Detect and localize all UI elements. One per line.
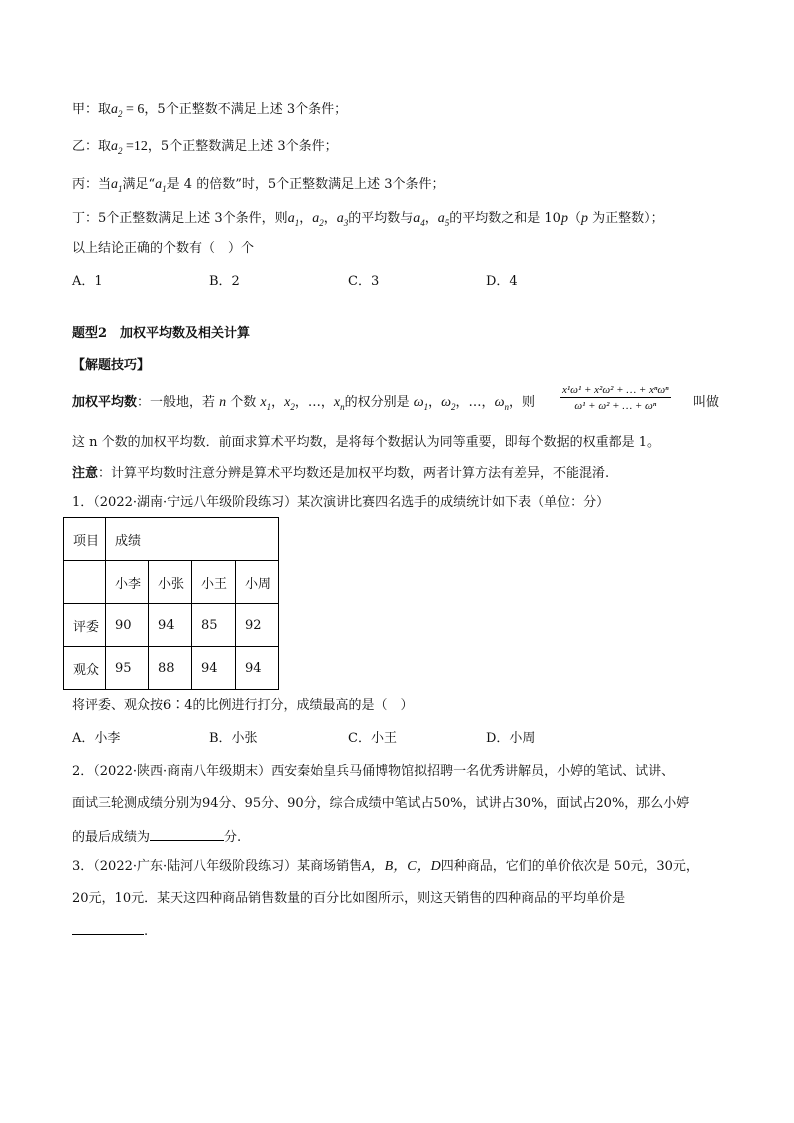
table-row (64, 647, 279, 690)
math-a2: $a_2$ (111, 139, 123, 156)
name-cell: 小王 (192, 561, 236, 604)
math-x1: $x_1$ (260, 395, 272, 412)
answer-blank[interactable] (72, 920, 144, 935)
definition-line2: 这 n 个数的加权平均数．前面求算术平均数，是将每个数据认为同等重要，即每个数据的权重都是 1。 (72, 435, 661, 450)
statement-ding: 丁：5个正整数满足上述 3个条件，则$a_1$，$a_2$，$a_3$的平均数与$a_4$，$a_5$的平均数之和是 10p（p 为正整数）； (72, 211, 664, 228)
math-w1: $\omega_1$ (413, 395, 429, 412)
section-title: 题型2 加权平均数及相关计算 (72, 326, 251, 341)
math-a1: $a_1$ (287, 211, 300, 228)
question-text: 以上结论正确的个数有（ ）个 (72, 241, 255, 256)
header-score: 成绩 (106, 518, 279, 561)
header-item: 项目 (64, 518, 106, 561)
q2-line3: 的最后成绩为 分. (72, 826, 241, 847)
score-cell: 94 (192, 647, 236, 690)
score-table (63, 517, 279, 690)
weighted-mean-formula (560, 384, 671, 412)
option-a[interactable]: A．1 (72, 274, 103, 289)
formula-numerator: x¹ω¹ + x²ω² + … + xⁿωⁿ (562, 384, 669, 396)
q3-line3: . (72, 920, 148, 941)
statement-bing: 丙：当$a_1$满足“$a_1$是 4 的倍数”时，5个正整数满足上述 3个条件； (72, 177, 445, 194)
math-a4: $a_4$ (413, 211, 425, 228)
score-cell: 94 (149, 604, 192, 647)
score-cell: 90 (106, 604, 149, 647)
q1-option-d[interactable]: D．小周 (486, 731, 536, 746)
row-label: 评委 (64, 604, 106, 647)
statement-jia: 甲：取$a_2 = 6$，5个正整数不满足上述 3个条件； (72, 102, 348, 119)
row-label: 观众 (64, 647, 106, 690)
math-x2: $x_2$ (284, 395, 295, 412)
q1-option-a[interactable]: A．小李 (72, 731, 121, 746)
math-w2: $\omega_2$ (441, 395, 456, 412)
name-cell: 小李 (106, 561, 149, 604)
answer-blank[interactable] (150, 826, 224, 841)
q2-line2: 面试三轮测成绩分别为94分、95分、90分，综合成绩中笔试占50%，试讲占30%，面试占20%，那么小婷 (72, 796, 690, 811)
table-row (64, 604, 279, 647)
option-c[interactable]: C．3 (348, 274, 380, 289)
math-xn: $x_n$ (333, 395, 345, 412)
math-a1: $a_1$ (155, 177, 167, 194)
definition-line1: 加权平均数：一般地，若 n 个数 $x_1$，$x_2$，…，$x_n$的权分别是 $\omega_1$，$\omega_2$，…，$\omega_n$，则 (72, 395, 535, 412)
name-cell: 小周 (236, 561, 279, 604)
note-line: 注意：计算平均数时注意分辨是算术平均数还是加权平均数，两者计算方法有差异，不能混淆. (72, 466, 610, 481)
formula-denominator: ω¹ + ω² + … + ωⁿ (574, 400, 657, 412)
tips-heading: 【解题技巧】 (72, 358, 151, 373)
option-b[interactable]: B．2 (209, 274, 240, 289)
score-cell: 88 (149, 647, 192, 690)
statement-yi: 乙：取$a_2 =12$，5个正整数满足上述 3个条件； (72, 139, 338, 156)
option-d[interactable]: D．4 (486, 274, 518, 289)
math-a1: $a_1$ (111, 177, 123, 194)
score-cell: 94 (236, 647, 279, 690)
math-wn: $\omega_n$ (494, 395, 509, 412)
q3-line1: 3．（2022·广东·陆河八年级阶段练习）某商场销售A，B，C，D四种商品，它们的单价依次是 50元，30元， (72, 859, 699, 874)
q3-line2: 20元，10元．某天这四种商品销售数量的百分比如图所示，则这天销售的四种商品的平均单价是 (72, 891, 626, 906)
math-a3: $a_3$ (336, 211, 349, 228)
table-header-row (64, 518, 279, 561)
q1-option-c[interactable]: C．小王 (348, 731, 397, 746)
q1-question: 将评委、观众按6∶4的比例进行打分，成绩最高的是（ ） (72, 698, 414, 713)
q2-line1: 2．（2022·陕西·商南八年级期末）西安秦始皇兵马俑博物馆拟招聘一名优秀讲解员，小婷的笔试、试讲、 (72, 764, 675, 779)
math-a5: $a_5$ (437, 211, 450, 228)
math-a2: $a_2$ (312, 211, 324, 228)
table-names-row (64, 561, 279, 604)
score-cell: 95 (106, 647, 149, 690)
score-cell: 85 (192, 604, 236, 647)
score-cell: 92 (236, 604, 279, 647)
name-cell: 小张 (149, 561, 192, 604)
math-a2: $a_2$ (111, 102, 123, 119)
definition-suffix: 叫做 (693, 395, 720, 410)
q1-stem: 1．（2022·湖南·宁远八年级阶段练习）某次演讲比赛四名选手的成绩统计如下表（单位：分） (72, 495, 610, 510)
q1-option-b[interactable]: B．小张 (209, 731, 258, 746)
